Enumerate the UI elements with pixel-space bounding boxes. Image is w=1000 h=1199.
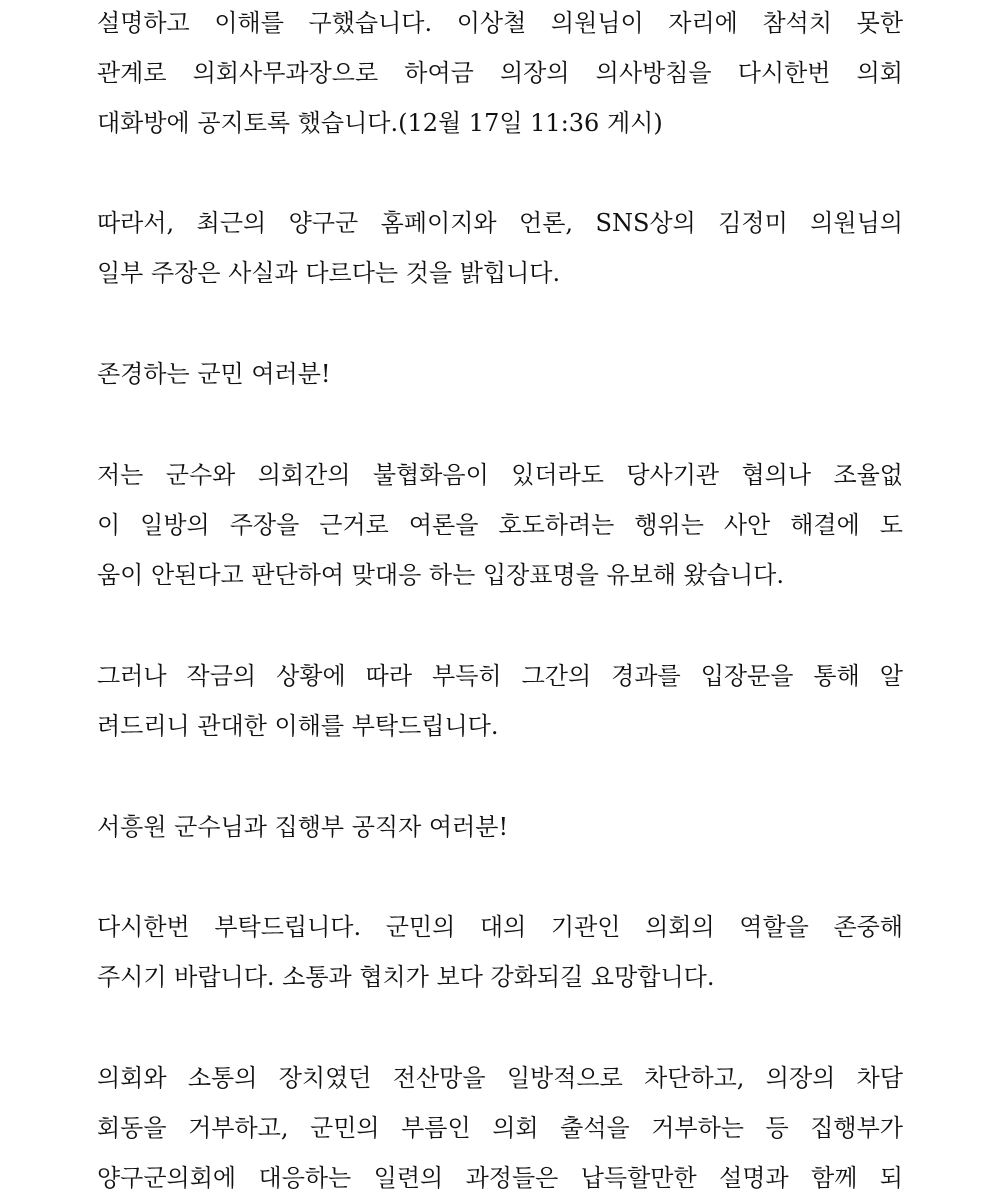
text-line: 주시기 바랍니다. 소통과 협치가 보다 강화되길 요망합니다. xyxy=(97,963,715,991)
text-line: 설명하고 이해를 구했습니다. 이상철 의원님이 자리에 참석치 못한 xyxy=(97,9,903,37)
text-line: 관계로 의회사무과장으로 하여금 의장의 의사방침을 다시한번 의회 xyxy=(97,59,903,87)
text-line: 대화방에 공지토록 했습니다.(12월 17일 11:36 게시) xyxy=(97,109,663,137)
text-line: 존경하는 군민 여러분! xyxy=(97,360,331,388)
text-line: 려드리니 관대한 이해를 부탁드립니다. xyxy=(97,712,499,740)
text-line: 따라서, 최근의 양구군 홈페이지와 언론, SNS상의 김정미 의원님의 xyxy=(97,209,903,237)
text-line: 저는 군수와 의회간의 불협화음이 있더라도 당사기관 협의나 조율없 xyxy=(97,461,903,489)
text-line: 의회와 소통의 장치였던 전산망을 일방적으로 차단하고, 의장의 차담 xyxy=(97,1064,903,1092)
text-line: 양구군의회에 대응하는 일련의 과정들은 납득할만한 설명과 함께 되 xyxy=(97,1164,903,1192)
text-line: 다시한번 부탁드립니다. 군민의 대의 기관인 의회의 역할을 존중해 xyxy=(97,913,903,941)
text-line: 일부 주장은 사실과 다르다는 것을 밝힙니다. xyxy=(97,259,561,287)
text-line: 회동을 거부하고, 군민의 부름인 의회 출석을 거부하는 등 집행부가 xyxy=(97,1114,903,1142)
text-line: 그러나 작금의 상황에 따라 부득히 그간의 경과를 입장문을 통해 알 xyxy=(97,662,903,690)
text-line: 움이 안된다고 판단하여 맞대응 하는 입장표명을 유보해 왔습니다. xyxy=(97,561,784,589)
text-line: 서흥원 군수님과 집행부 공직자 여러분! xyxy=(97,813,509,841)
text-line: 이 일방의 주장을 근거로 여론을 호도하려는 행위는 사안 해결에 도 xyxy=(97,511,903,539)
